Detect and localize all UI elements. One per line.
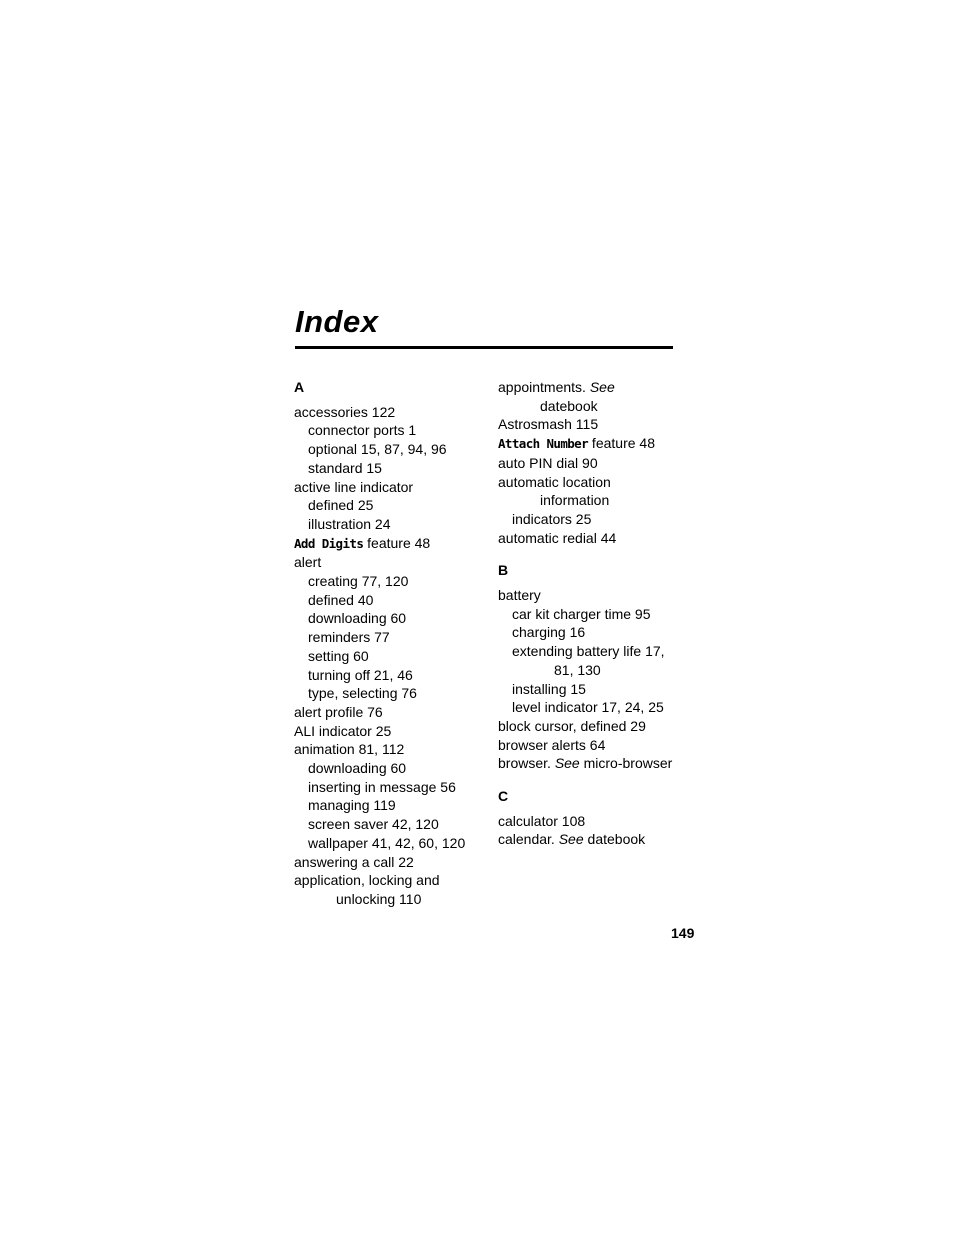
index-subentry: reminders 77: [308, 629, 390, 646]
title-rule: [295, 346, 673, 349]
entry-text: feature 48: [363, 534, 431, 551]
index-entry: application, locking and: [294, 872, 440, 889]
index-entry: [498, 754, 698, 773]
index-subentry: wallpaper 41, 42, 60, 120: [308, 834, 466, 851]
section-letter-b: B: [498, 562, 509, 579]
index-entry: [498, 378, 698, 397]
see-reference: See: [554, 755, 580, 772]
index-column-left: [294, 378, 489, 909]
index-subentry: defined 25: [308, 497, 374, 514]
index-subentry: indicators 25: [512, 510, 592, 527]
index-entry-continuation: datebook: [540, 397, 598, 414]
index-subentry: connector ports 1: [308, 422, 417, 439]
index-subentry: illustration 24: [308, 515, 391, 532]
index-subentry: car kit charger time 95: [512, 605, 651, 622]
index-subentry: setting 60: [308, 647, 369, 664]
index-entry: ALI indicator 25: [294, 722, 392, 739]
index-entry: answering a call 22: [294, 853, 414, 870]
index-entry: browser alerts 64: [498, 736, 606, 753]
section-letter-c: C: [498, 788, 509, 805]
entry-text: datebook: [583, 831, 646, 848]
index-subentry: managing 119: [308, 797, 396, 814]
index-subentry: type, selecting 76: [308, 685, 417, 702]
index-entry-continuation: unlocking 110: [336, 890, 422, 907]
feature-name: Add Digits: [294, 535, 364, 551]
index-entry: animation 81, 112: [294, 741, 405, 758]
index-subentry: creating 77, 120: [308, 573, 409, 590]
see-reference: See: [558, 831, 584, 848]
feature-name: Attach Number: [498, 436, 589, 452]
index-entry: [498, 830, 698, 849]
index-entry: [498, 434, 698, 454]
index-entry: accessories 122: [294, 403, 396, 420]
index-subentry: inserting in message 56: [308, 778, 456, 795]
entry-text: calendar.: [498, 831, 559, 848]
entry-text: appointments.: [498, 379, 590, 395]
index-subentry: standard 15: [308, 459, 382, 476]
index-subentry: installing 15: [512, 680, 586, 697]
index-subentry: turning off 21, 46: [308, 666, 413, 683]
index-subentry: defined 40: [308, 591, 374, 608]
index-column-right: [498, 378, 698, 849]
section-letter-a: A: [294, 379, 305, 395]
see-reference: See: [589, 379, 615, 395]
index-subentry: charging 16: [512, 624, 586, 641]
index-entry: [294, 534, 489, 554]
index-entry: calculator 108: [498, 812, 586, 829]
page-number: 149: [671, 925, 695, 941]
page-title: Index: [295, 304, 379, 339]
entry-text: micro-browser: [579, 755, 673, 772]
index-subentry: downloading 60: [308, 760, 407, 777]
index-entry: block cursor, defined 29: [498, 717, 646, 734]
index-subentry: downloading 60: [308, 610, 407, 627]
index-entry: automatic redial 44: [498, 529, 617, 546]
index-entry: alert profile 76: [294, 703, 383, 720]
index-subentry: optional 15, 87, 94, 96: [308, 441, 447, 458]
index-entry-continuation: information: [540, 492, 610, 509]
index-entry: alert: [294, 554, 322, 571]
entry-text: feature 48: [588, 435, 655, 452]
index-entry: auto PIN dial 90: [498, 454, 598, 471]
index-entry-continuation: 81, 130: [554, 661, 601, 678]
index-subentry: extending battery life 17,: [512, 643, 665, 660]
index-entry: automatic location: [498, 473, 611, 490]
index-entry: active line indicator: [294, 478, 414, 495]
index-entry: battery: [498, 587, 541, 604]
index-entry: Astrosmash 115: [498, 416, 599, 433]
entry-text: browser.: [498, 755, 555, 772]
index-subentry: level indicator 17, 24, 25: [512, 699, 664, 716]
index-subentry: screen saver 42, 120: [308, 816, 439, 833]
